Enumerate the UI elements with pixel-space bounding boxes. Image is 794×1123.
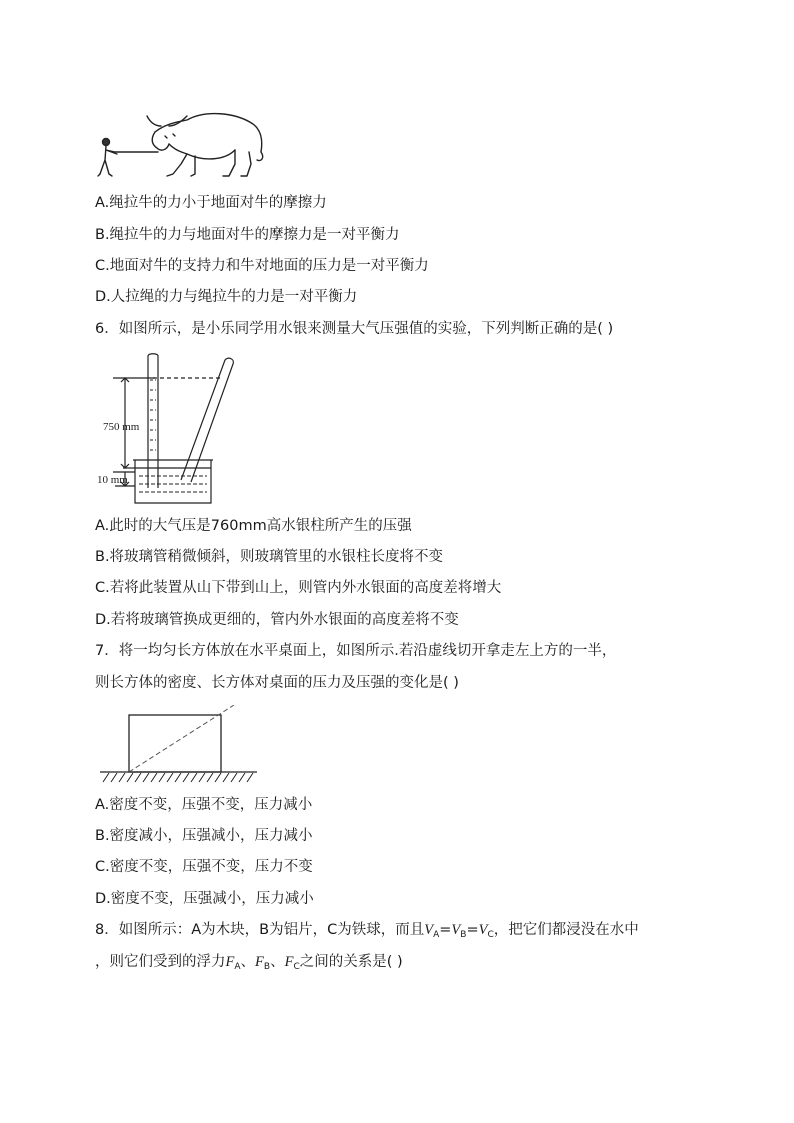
q5-option-c: C.地面对牛的支持力和牛对地面的压力是一对平衡力	[95, 258, 429, 274]
q6-option-c: C.若将此装置从山下带到山上，则管内外水银面的高度差将增大	[95, 580, 502, 596]
q7-option-b: B.密度减小，压强减小，压力减小	[95, 828, 313, 844]
block-figure	[97, 705, 262, 785]
barometer-figure	[95, 350, 245, 510]
q7-option-c: C.密度不变，压强不变，压力不变	[95, 859, 313, 875]
label-750mm: 750 mm	[103, 421, 140, 433]
sep: 、	[240, 954, 256, 970]
q6-stem: 6．如图所示，是小乐同学用水银来测量大气压强值的实验，下列判断正确的是( )	[95, 321, 614, 337]
var-f: F	[225, 954, 235, 970]
sub-a: A	[433, 930, 440, 940]
q8-stem-line1	[95, 920, 639, 945]
q8-stem-line2	[95, 952, 403, 977]
q8-line2-b: 之间的关系是( )	[299, 954, 403, 970]
sub-b: B	[263, 962, 271, 972]
sub-c: C	[293, 962, 300, 972]
q8-stem-b: ，把它们都浸没在水中	[493, 922, 639, 938]
q7-stem-line2: 则长方体的密度、长方体对桌面的压力及压强的变化是( )	[95, 675, 459, 691]
var-v: V	[478, 922, 488, 938]
q7-option-d: D.密度不变，压强减小，压力减小	[95, 891, 314, 907]
eq: =	[439, 922, 452, 938]
label-10mm: 10 mm	[97, 474, 128, 486]
var-v: V	[451, 922, 461, 938]
q6-option-a: A.此时的大气压是760mm高水银柱所产生的压强	[95, 518, 412, 534]
q7-stem-line1: 7．将一均匀长方体放在水平桌面上，如图所示.若沿虚线切开拿走左上方的一半，	[95, 643, 617, 659]
q8-line2-a: ，则它们受到的浮力	[95, 954, 226, 970]
q5-option-b: B.绳拉牛的力与地面对牛的摩擦力是一对平衡力	[95, 227, 400, 243]
sub-a: A	[234, 962, 241, 972]
sep: 、	[270, 954, 285, 970]
ox-pulling-figure	[95, 92, 275, 187]
sub-b: B	[460, 930, 467, 940]
q6-option-b: B.将玻璃管稍微倾斜，则玻璃管里的水银柱长度将不变	[95, 549, 444, 565]
var-v: V	[424, 922, 434, 938]
q7-option-a: A.密度不变，压强不变，压力减小	[95, 797, 313, 813]
eq: =	[466, 922, 479, 938]
q5-option-a: A.绳拉牛的力小于地面对牛的摩擦力	[95, 195, 327, 211]
var-f: F	[255, 954, 264, 970]
sub-c: C	[487, 930, 494, 940]
q6-option-d: D.若将玻璃管换成更细的，管内外水银面的高度差将不变	[95, 612, 459, 628]
q5-option-d: D.人拉绳的力与绳拉牛的力是一对平衡力	[95, 289, 358, 305]
q8-stem-a: 8．如图所示：A为木块，B为铝片，C为铁球，而且	[95, 922, 425, 938]
var-f: F	[284, 954, 294, 970]
